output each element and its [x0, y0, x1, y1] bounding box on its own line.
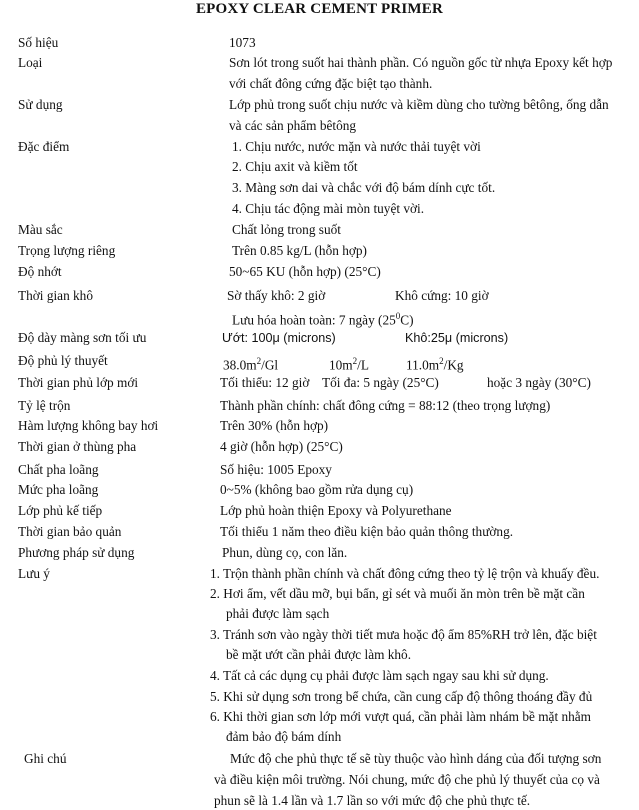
value-loai-line2: với chất đông cứng đặc biệt tạo thành. [229, 76, 433, 91]
label-phuong-phap: Phương pháp sử dụng [18, 545, 135, 560]
label-muc-pha-loang: Mức pha loãng [18, 482, 99, 497]
label-loai: Loại [18, 55, 43, 70]
value-coverage-l [329, 353, 369, 373]
value-trong-luong: Trên 0.85 kg/L (hỗn hợp) [232, 243, 367, 258]
full-cure-degree: 0 [395, 311, 401, 321]
dac-diem-item-2: 2. Chịu axit và kiềm tốt [232, 159, 358, 174]
value-coverage-kg [406, 353, 464, 373]
ghi-chu-line-1: Mức độ che phủ thực tế sẽ tùy thuộc vào hình dáng của đối tượng sơn [230, 751, 602, 766]
coverage-l-unit: /L [357, 357, 369, 373]
full-cure-prefix: Lưu hóa hoàn toàn: 7 ngày (25 [232, 312, 396, 328]
luu-y-line-1: 1. Trộn thành phần chính và chất đông cứng theo tỷ lệ trộn và khuấy đều. [210, 566, 600, 581]
label-thoi-gian-phu: Thời gian phủ lớp mới [18, 375, 139, 390]
dac-diem-item-1: 1. Chịu nước, nước mặn và nước thải tuyệt vời [232, 139, 481, 154]
value-su-dung-line2: và các sản phẩm bêtông [229, 118, 357, 133]
coverage-gl-unit: /Gl [261, 357, 279, 373]
value-lop-phu-ke-tiep: Lớp phủ hoàn thiện Epoxy và Polyurethane [220, 503, 452, 518]
coverage-kg-unit: /Kg [443, 357, 464, 373]
value-chat-pha-loang: Số hiệu: 1005 Epoxy [220, 462, 332, 477]
value-thoi-gian-thung: 4 giờ (hỗn hợp) (25°C) [220, 439, 343, 454]
full-cure-suffix: C) [400, 312, 414, 328]
luu-y-line-3: phải được làm sạch [226, 606, 330, 621]
label-ty-le-tron: Tỷ lệ trộn [18, 398, 71, 413]
value-muc-pha-loang: 0~5% (không bao gồm rửa dụng cụ) [220, 482, 414, 497]
label-dac-diem: Đặc điểm [18, 139, 70, 154]
ghi-chu-line-2: và điều kiện môi trường. Nói chung, mức độ che phủ lý thuyết của cọ và [214, 772, 600, 787]
label-trong-luong: Trọng lượng riêng [18, 243, 116, 258]
coverage-gl-sup: 2 [256, 356, 262, 366]
value-phuong-phap: Phun, dùng cọ, con lăn. [222, 545, 348, 560]
luu-y-line-7: 5. Khi sử dụng sơn trong bể chứa, cần cung cấp độ thông thoáng đầy đủ [210, 689, 593, 704]
coverage-kg-num: 11.0m [406, 357, 440, 373]
luu-y-line-6: 4. Tất cả các dụng cụ phải được làm sạch ngay sau khi sử dụng. [210, 668, 549, 683]
dac-diem-item-3: 3. Màng sơn dai và chắc với độ bám dính cực tốt. [232, 180, 496, 195]
value-wet-thickness: Ướt: 100μ (microns) [222, 331, 336, 345]
coverage-l-sup: 2 [352, 356, 358, 366]
label-do-nhot: Độ nhớt [18, 264, 62, 279]
ghi-chu-line-3: phun sẽ là 1.4 lần và 1.7 lần so với mức độ che phủ thực tế. [214, 793, 531, 808]
value-dry-thickness: Khô:25μ (microns) [405, 331, 509, 345]
value-su-dung-line1: Lớp phủ trong suốt chịu nước và kiềm dùng cho tường bêtông, ống dẫn [229, 97, 609, 112]
value-do-nhot: 50~65 KU (hỗn hợp) (25°C) [229, 264, 381, 279]
value-thoi-gian-bao-quan: Tối thiểu 1 năm theo điều kiện bảo quản thông thường. [220, 524, 514, 539]
label-do-day: Độ dày màng sơn tối ưu [18, 330, 147, 345]
value-ham-luong: Trên 30% (hỗn hợp) [220, 418, 329, 433]
value-full-cure [232, 308, 414, 328]
label-thoi-gian-bao-quan: Thời gian bảo quản [18, 524, 122, 539]
value-hard-dry: Khô cứng: 10 giờ [395, 288, 489, 303]
label-so-hieu: Số hiệu [18, 35, 59, 50]
value-recoat-max: Tối đa: 5 ngày (25°C) [322, 375, 439, 390]
luu-y-line-9: đảm bảo độ bám dính [226, 729, 342, 744]
luu-y-line-2: 2. Hơi ẩm, vết dầu mỡ, bụi bẩn, gỉ sét và muối ăn mòn trên bề mặt cần [210, 586, 585, 601]
value-coverage-gl [223, 353, 278, 373]
label-mau-sac: Màu sắc [18, 222, 63, 237]
coverage-gl-num: 38.0m [223, 357, 257, 373]
value-loai-line1: Sơn lót trong suốt hai thành phần. Có nguồn gốc từ nhựa Epoxy kết hợp [229, 55, 613, 70]
value-ty-le-tron: Thành phần chính: chất đông cứng = 88:12 (theo trọng lượng) [220, 398, 551, 413]
label-chat-pha-loang: Chất pha loãng [18, 462, 99, 477]
coverage-kg-sup: 2 [439, 356, 444, 366]
label-lop-phu-ke-tiep: Lớp phủ kế tiếp [18, 503, 103, 518]
value-recoat-alt: hoặc 3 ngày (30°C) [487, 375, 591, 390]
dac-diem-item-4: 4. Chịu tác động mài mòn tuyệt vời. [232, 201, 425, 216]
label-thoi-gian-thung: Thời gian ở thùng pha [18, 439, 137, 454]
luu-y-line-8: 6. Khi thời gian sơn lớp mới vượt quá, cần phải làm nhám bề mặt nhằm [210, 709, 591, 724]
label-su-dung: Sử dụng [18, 97, 63, 112]
label-do-phu: Độ phủ lý thuyết [18, 353, 108, 368]
label-ham-luong: Hàm lượng không bay hơi [18, 418, 159, 433]
value-so-hieu: 1073 [229, 35, 256, 50]
document-title: EPOXY CLEAR CEMENT PRIMER [195, 1, 444, 17]
value-touch-dry: Sờ thấy khô: 2 giờ [227, 288, 326, 303]
label-thoi-gian-kho: Thời gian khô [18, 288, 93, 303]
label-ghi-chu: Ghi chú [24, 751, 67, 766]
luu-y-line-4: 3. Tránh sơn vào ngày thời tiết mưa hoặc độ ẩm 85%RH trở lên, đặc biệt [210, 627, 597, 642]
luu-y-line-5: bề mặt ướt cần phải được làm khô. [226, 647, 412, 662]
coverage-l-num: 10m [329, 357, 353, 373]
value-mau-sac: Chất lỏng trong suốt [232, 222, 341, 237]
value-recoat-min: Tối thiểu: 12 giờ [220, 375, 310, 390]
label-luu-y: Lưu ý [18, 566, 50, 581]
